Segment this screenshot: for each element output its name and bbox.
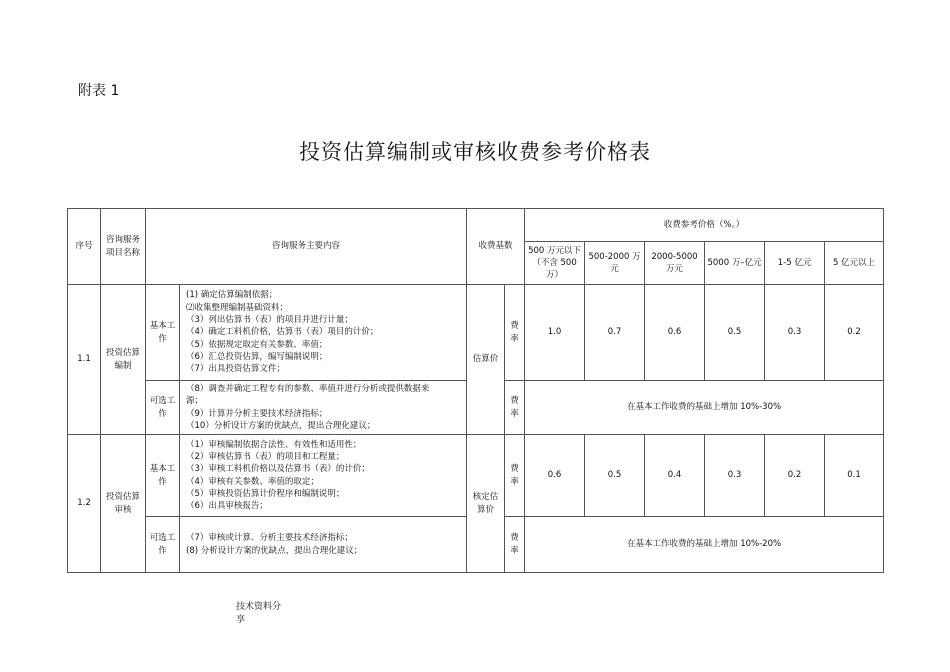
content-line: ⑵收集整理编制基础资料； [186,302,289,313]
rate-value: 0.2 [825,285,884,381]
row-seq: 1.1 [68,285,101,435]
rate-value: 0.7 [585,285,645,381]
header-fee-base: 收费基数 [467,209,525,285]
header-seq: 序号 [68,209,101,285]
content-line: （5）依据规定取定有关参数、率值； [186,339,328,350]
content-line: (1) 确定估算编制依据； [186,290,278,301]
content-line: （5）审核投资估算计价程序和编制说明； [186,488,345,499]
content-line: （8）调查并确定工程专有的参数、率值并进行分析或提供数据来 [186,383,430,394]
header-service-content: 咨询服务主要内容 [146,209,467,285]
content-line: （4）确定工料机价格，估算书（表）项目的计价； [186,327,379,338]
work-type-label: 可选工作 [146,381,180,435]
content-line: 源； [186,396,204,407]
rate-value: 0.1 [825,435,884,517]
content-line: （3）审核工料机价格以及估算书（表）的计价； [186,464,370,475]
work-type-label: 可选工作 [146,517,180,573]
header-range: 500 万元以下（不含 500 万） [525,242,585,285]
content-line: （2）审核估算书（表）的项目和工程量； [186,451,345,462]
rate-value: 0.3 [765,285,825,381]
header-fee-reference: 收费参考价格（%。） [525,209,884,242]
rate-value: 0.5 [585,435,645,517]
content-line: （10）分析设计方案的优缺点，提出合理化建议； [186,420,376,431]
service-contents [180,517,467,573]
work-type-label: 基本工作 [146,435,180,517]
service-contents [180,435,467,517]
row-service-name: 投资估算审核 [101,435,146,573]
page-title: 投资估算编制或审核收费参考价格表 [299,140,651,164]
content-line: （6）汇总投资估算，编写编制说明； [186,351,328,362]
header-range: 5 亿元以上 [825,242,884,285]
content-line: （1）审核编制依据合法性、有效性和适用性； [186,439,362,450]
work-type-label: 基本工作 [146,285,180,381]
rate-label: 费率 [505,285,525,381]
optional-fee-note: 在基本工作收费的基础上增加 10%-20% [525,517,884,573]
service-contents [180,285,467,381]
rate-value: 0.6 [645,285,705,381]
row-seq: 1.2 [68,435,101,573]
appendix-label: 附表 1 [78,83,120,99]
header-range: 1-5 亿元 [765,242,825,285]
content-line: （7）审核或计算、分析主要技术经济指标； [186,533,353,544]
content-line: （6）出具审核报告； [186,501,268,512]
rate-label: 费率 [505,517,525,573]
content-line: （3）列出估算书（表）的项目并进行计量； [186,315,353,326]
header-service-name: 咨询服务项目名称 [101,209,146,285]
service-contents [180,381,467,435]
fee-table [67,208,884,573]
rate-value: 0.5 [705,285,765,381]
rate-value: 1.0 [525,285,585,381]
rate-label: 费率 [505,435,525,517]
content-line: (8) 分析设计方案的优缺点，提出合理化建议； [186,545,363,556]
fee-base: 估算价 [467,285,505,435]
content-line: （9）计算并分析主要技术经济指标； [186,408,328,419]
fee-base: 核定估算价 [467,435,505,573]
header-range: 2000-5000 万元 [645,242,705,285]
rate-value: 0.2 [765,435,825,517]
optional-fee-note: 在基本工作收费的基础上增加 10%-30% [525,381,884,435]
rate-label: 费率 [505,381,525,435]
row-service-name: 投资估算编制 [101,285,146,435]
header-range: 500-2000 万元 [585,242,645,285]
content-line: （7）出具投资估算文件； [186,364,285,375]
content-line: （4）审核有关参数、率值的取定； [186,476,319,487]
rate-value: 0.6 [525,435,585,517]
rate-value: 0.3 [705,435,765,517]
footer-note: 技术资料分享 [236,602,282,625]
header-range: 5000 万–亿元 [705,242,765,285]
rate-value: 0.4 [645,435,705,517]
